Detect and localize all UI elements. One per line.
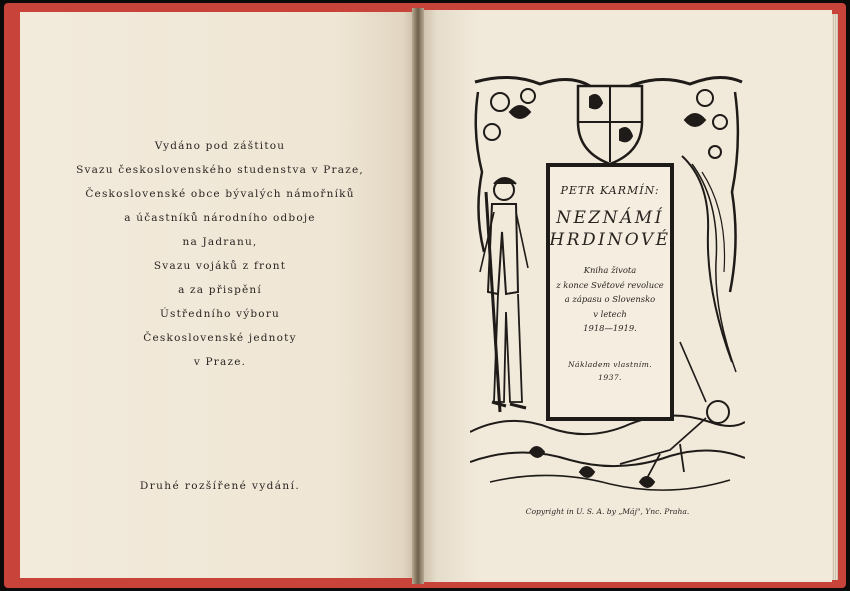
publisher-line: Nákladem vlastním. xyxy=(567,359,653,369)
book-subtitle xyxy=(549,263,671,336)
subtitle-line: Kniha života xyxy=(583,265,637,275)
subtitle-line: v letech xyxy=(593,308,627,319)
title-plaque xyxy=(546,163,674,421)
title-line: HRDINOVÉ xyxy=(549,230,671,250)
book-title xyxy=(549,207,671,251)
subtitle-line: z konce Světové revoluce xyxy=(556,279,664,290)
imprint-line: Československé jednoty xyxy=(143,332,297,344)
imprint-block xyxy=(60,134,380,374)
copyright-notice: Copyright in U. S. A. by „Máj", Ync. Praha. xyxy=(525,507,690,516)
subtitle-line: 1918—1919. xyxy=(583,323,637,333)
subtitle-line: a zápasu o Slovensko xyxy=(564,294,656,304)
title-line: NEZNÁMÍ xyxy=(556,208,664,228)
imprint-line: Svazu československého studenstva v Praze, xyxy=(76,164,364,176)
imprint-line: Československé obce bývalých námořníků xyxy=(85,188,355,200)
author-name: PETR KARMÍN: xyxy=(560,184,660,197)
page-edges xyxy=(832,14,838,580)
imprint-line: a účastníků národního odboje xyxy=(124,212,316,224)
imprint-line: Vydáno pod záštitou xyxy=(154,140,286,152)
book-gutter xyxy=(412,8,424,584)
publisher-info xyxy=(549,358,671,384)
imprint-line: v Praze. xyxy=(193,356,247,368)
imprint-line: Ústředního výboru xyxy=(159,308,281,320)
imprint-line: na Jadranu, xyxy=(182,236,258,248)
imprint-line: Svazu vojáků z front xyxy=(153,260,287,272)
imprint-line: a za přispění xyxy=(178,284,262,296)
edition-note: Druhé rozšířené vydání. xyxy=(139,480,301,492)
publisher-year: 1937. xyxy=(598,372,622,382)
